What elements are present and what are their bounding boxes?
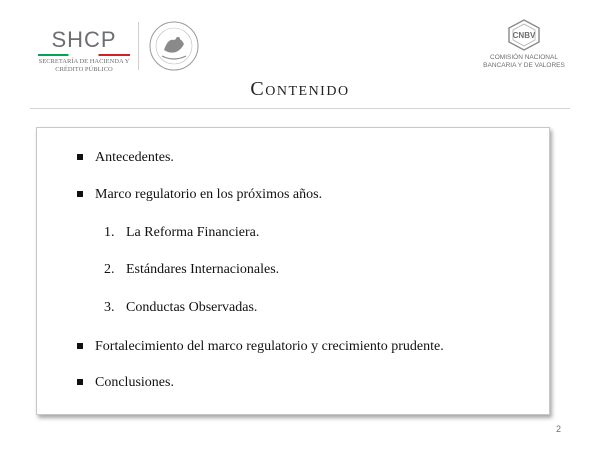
cnbv-subtitle-line-1: COMISIÓN NACIONAL: [490, 54, 558, 61]
page-number: 2: [556, 424, 562, 434]
cnbv-logo: [478, 18, 570, 76]
cnbv-wordmark: CNBV: [512, 31, 536, 40]
header: [0, 0, 600, 80]
shcp-wordmark: SHCP: [51, 27, 117, 52]
numbered-sub-item: [104, 299, 257, 317]
square-bullet-icon: [77, 154, 83, 160]
logo-divider: [138, 22, 139, 70]
sub-item-text: Estándares Internacionales.: [126, 262, 280, 277]
cnbv-subtitle-line-2: BANCARIA Y DE VALORES: [483, 62, 565, 69]
flag-stripe: [38, 54, 130, 56]
sub-item-number: 2.: [104, 262, 115, 277]
square-bullet-icon: [77, 343, 83, 349]
sub-item-text: La Reforma Financiera.: [126, 225, 260, 240]
numbered-sub-item: [104, 224, 259, 242]
cnbv-subtitle: [478, 54, 570, 70]
bullet-item-text: Conclusiones.: [95, 375, 174, 390]
sub-item-number: 1.: [104, 225, 115, 240]
sub-item-number: 3.: [104, 300, 115, 315]
square-bullet-icon: [77, 191, 83, 197]
bullet-item-text: Fortalecimiento del marco regulatorio y crecimiento prudente.: [95, 339, 444, 354]
sub-item-text: Conductas Observadas.: [126, 300, 258, 315]
shcp-logo: [36, 28, 132, 78]
cnbv-emblem-icon: [506, 18, 542, 52]
content-box: [36, 127, 550, 415]
page-title: Contenido: [250, 78, 350, 100]
bullet-item-text: Antecedentes.: [95, 150, 174, 165]
numbered-sub-item: [104, 261, 279, 279]
bullet-item-text: Marco regulatorio en los próximos años.: [95, 187, 323, 202]
title-underline: [30, 108, 570, 109]
square-bullet-icon: [77, 379, 83, 385]
mexican-eagle-seal-icon: [148, 20, 200, 72]
shcp-subtitle: SECRETARÍA DE HACIENDA Y CRÉDITO PÚBLICO: [38, 58, 130, 73]
